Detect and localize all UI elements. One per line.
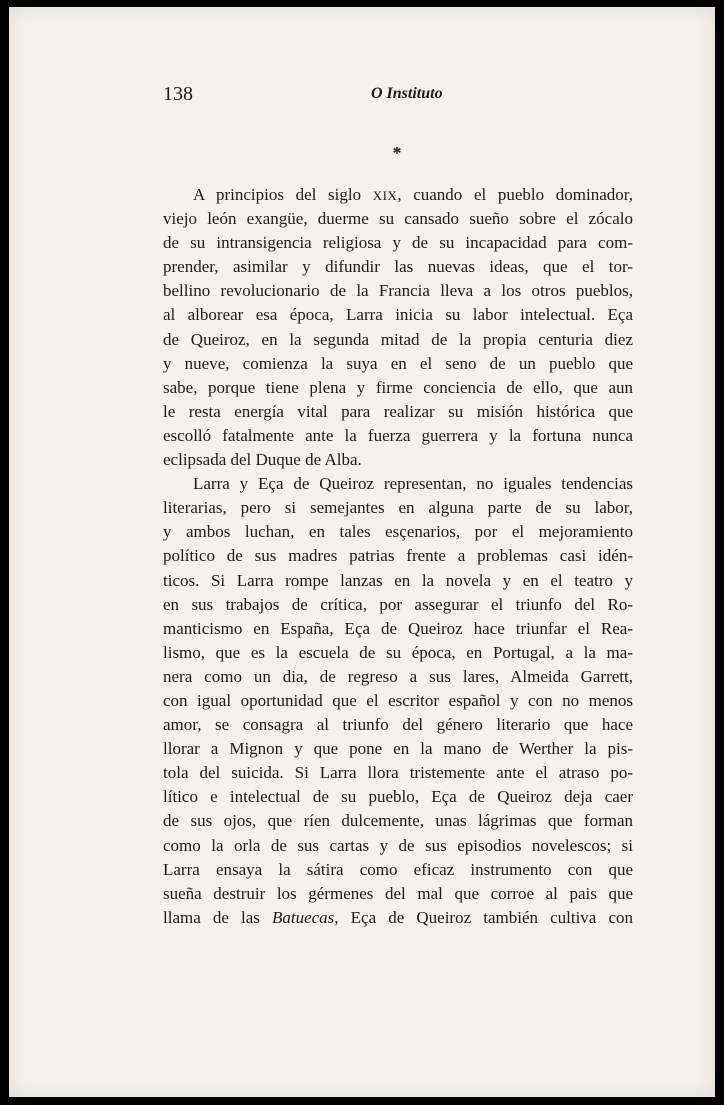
italic-place-name: Batuecas, xyxy=(271,907,339,927)
text-line: prender, asimilar y difundir las nuevas ideas, que el tor- xyxy=(163,257,633,277)
text-line: le resta energía vital para realizar su misión histórica que xyxy=(163,401,633,421)
text-line: y nueve, comienza la suya en el seno de un pueblo que xyxy=(163,353,633,373)
text-line: de su intransigencia religiosa y de su incapacidad para com- xyxy=(163,233,633,253)
text-line: en sus trabajos de crítica, por assegurar el triunfo del Ro- xyxy=(163,594,633,614)
text-line: sueña destruir los gérmenes del mal que corroe al pais que xyxy=(163,883,633,903)
text-line: de Queiroz, en la segunda mitad de la propia centuria diez xyxy=(163,329,633,349)
text-line: ticos. Si Larra rompe lanzas en la novela y en el teatro y xyxy=(163,570,633,590)
text-line: manticismo en España, Eça de Queiroz hace triunfar el Rea- xyxy=(163,618,633,638)
text-segment: , cuando el pueblo dominador, xyxy=(397,185,633,204)
paragraph-2 xyxy=(163,472,633,930)
text-line: tola del suicida. Si Larra llora tristemente ante el atraso po- xyxy=(163,763,633,783)
text-line: al alborear esa época, Larra inicia su labor intelectual. Eça xyxy=(163,305,633,325)
text-line: eclipsada del Duque de Alba. xyxy=(163,450,362,470)
text-line: con igual oportunidad que el escritor español y con no menos xyxy=(163,690,633,710)
text-line: viejo león exangüe, duerme su cansado sueño sobre el zócalo xyxy=(163,209,633,229)
text-line: llorar a Mignon y que pone en la mano de Werther la pis- xyxy=(163,739,633,759)
text-line: sabe, porque tiene plena y firme conciencia de ello, que aun xyxy=(163,377,633,397)
running-title: O Instituto xyxy=(371,85,443,102)
text-segment: A principios del siglo xyxy=(193,185,373,204)
text-line: escolló fatalmente ante la fuerza guerrera y la fortuna nunca xyxy=(163,425,633,445)
text-line: lítico e intelectual de su pueblo, Eça de Queiroz deja caer xyxy=(163,787,633,807)
body-text xyxy=(163,183,633,930)
text-line xyxy=(163,906,633,930)
page-number: 138 xyxy=(163,83,193,105)
text-line: como la orla de sus cartas y de sus episodios novelescos; si xyxy=(163,835,633,855)
text-line: Larra ensaya la sátira como eficaz instrumento con que xyxy=(163,859,633,879)
page-header xyxy=(163,83,641,109)
text-line: lismo, que es la escuela de su época, en Portugal, a la ma- xyxy=(163,642,633,662)
text-line: amor, se consagra al triunfo del género literario que hace xyxy=(163,715,633,735)
text-line xyxy=(163,183,633,207)
text-segment: llama de las xyxy=(163,907,272,927)
text-line: Larra y Eça de Queiroz representan, no iguales tendencias xyxy=(193,474,633,494)
text-segment: Eça de Queiroz también cultiva con xyxy=(338,907,633,927)
text-line: bellino revolucionario de la Francia lleva a los otros pueblos, xyxy=(163,281,633,301)
asterisk-ornament: * xyxy=(392,143,402,163)
roman-numeral: XIX xyxy=(372,188,398,203)
text-line: de sus ojos, que ríen dulcemente, unas lágrimas que forman xyxy=(163,811,633,831)
text-line: literarias, pero si semejantes en alguna parte de su labor, xyxy=(163,498,633,518)
text-line: político de sus madres patrias frente a problemas casi idén- xyxy=(163,546,633,566)
paragraph-1 xyxy=(163,183,633,472)
text-line: y ambos luchan, en tales esçenarios, por el mejoramiento xyxy=(163,522,633,542)
text-line: nera como un dia, de regreso a sus lares, Almeida Garrett, xyxy=(163,666,633,686)
